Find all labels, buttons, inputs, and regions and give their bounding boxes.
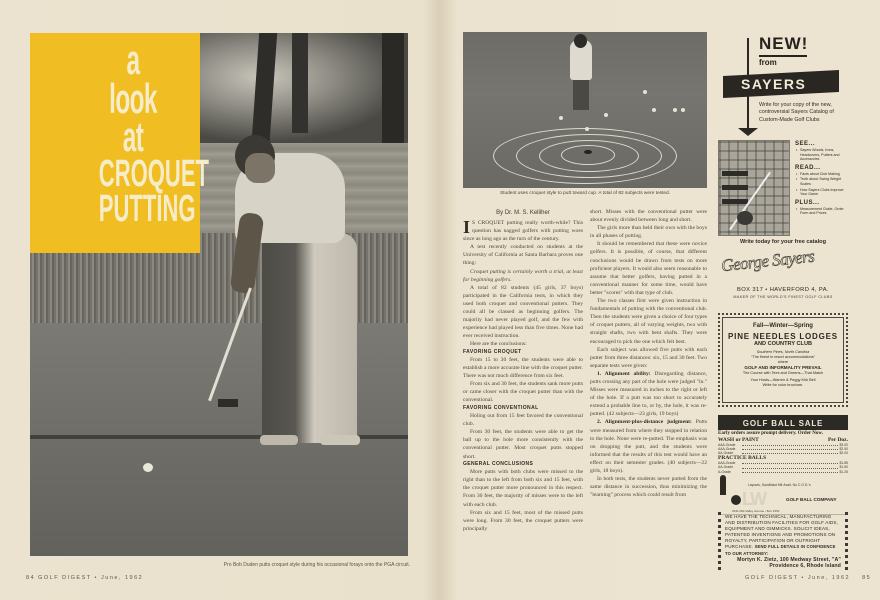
- grade: AAA-Grade: [718, 442, 736, 447]
- folio-text: GOLF DIGEST • June, 1962: [745, 575, 851, 581]
- article-column-2: [590, 208, 707, 499]
- grade: AA-Grade: [718, 450, 734, 455]
- paragraph: From six and 15 feet, most of the missed putts were long. From 30 feet, the croquet putters were principally: [463, 509, 583, 532]
- title-line: look: [109, 74, 157, 122]
- paragraph: [463, 268, 583, 284]
- ad-tagline: MAKER OF THE WORLD'S FINEST GOLF CLUBS: [733, 295, 833, 299]
- list-item: • How Sayers Clubs Improve Your Game: [795, 188, 851, 197]
- ad-text: Write for color brochure.: [762, 383, 804, 387]
- test-label: 1. Alignment ability:: [597, 370, 651, 377]
- label-band: [722, 185, 748, 190]
- golf-ball: [681, 108, 685, 112]
- paragraph: The two classes first were given instruction in fundamentals of putting with the conventional club. Then the students were given a choice of four types of croquet putters, all of varying weights, two with straight shafts, two with bent shafts. They were encouraged to pick the one which felt best.: [590, 298, 707, 345]
- ad-cta: SEND FULL DETAILS IN CONFIDENCE TO OUR ATTORNEY:: [725, 544, 836, 556]
- sayers-ad: [713, 28, 851, 308]
- paragraph-text: S CROQUET putting really worth-while? This question has nagged golfers with putting woes since as long ago as the turn of the century.: [463, 220, 583, 243]
- paragraph: [590, 370, 707, 419]
- ad-cta: Write today for your free catalog: [740, 239, 826, 245]
- paragraph: It should be remembered that these were novice golfers. It is possible, of course, that different conclusions would be drawn from tests on more proficient players. It would also seem reasonable to assume that better golfers, having putted in a conventional manner for some time, would have better "scores" with that type of club.: [590, 241, 707, 296]
- paragraph: short. Misses with the conventional putter were about evenly divided between long and short.: [590, 209, 707, 224]
- ad-text: The Course with Tees and Greens—That Match: [742, 371, 824, 375]
- per-dozen-label: Per Doz.: [827, 436, 848, 443]
- page-folio-left: 84 GOLF DIGEST • June, 1962: [26, 575, 144, 581]
- ad-hosts: Your Hosts—Warren & Peggy Kirk Bell: [750, 378, 816, 382]
- catalog-cover-image: [718, 140, 790, 236]
- pine-needles-ad: [718, 313, 848, 407]
- grade: A-Grade: [718, 469, 731, 474]
- golf-ball: [585, 127, 589, 131]
- paragraph: From 15 to 30 feet, the students were able to establish a more accurate line with the croquet putter. There was not much difference from six feet.: [463, 357, 583, 380]
- price: $2.50: [839, 446, 848, 451]
- ad-body: Write for your copy of the new, controversial Sayers Catalog of Custom-Made Golf Clubs: [759, 102, 834, 123]
- paragraph: More putts with both clubs were missed to the right than to the left from both six and 15 feet, with the croquet putter more pronounced in this respect. From 30 feet, the majority of misses were to the left with each club.: [463, 469, 583, 508]
- list-item: • Truth about Swing Weight Scales: [795, 177, 851, 186]
- ad-from: from: [759, 58, 777, 67]
- section-title: PRACTICE BALLS: [718, 455, 767, 462]
- price: $1.50: [839, 465, 848, 470]
- ad-text: GOLF AND INFORMALITY PREVAIL: [744, 365, 822, 370]
- divider: [759, 55, 807, 57]
- paragraph: In both tests, the students never putted from the same distance in succession, thus minimizing the "learning" process which could result from: [590, 476, 707, 499]
- student-head: [574, 34, 587, 48]
- italic-text: Croquet putting is certainly worth a trial, at least for beginning golfers.: [463, 268, 583, 283]
- ad-location: Southern Pines, North Carolina: [756, 350, 810, 354]
- signature: George Sayers: [720, 246, 816, 276]
- paragraph: Holing out from 15 feet favored the conventional club.: [463, 413, 583, 428]
- golfer-face: [245, 153, 275, 183]
- golfer-figure-icon: [720, 475, 726, 495]
- company-address: 2641 Mid-Valley Avenue • Box 1552: [732, 509, 780, 513]
- list-item: • Sayers Woods, Irons, Headcovers, Putters and Accessories: [795, 148, 851, 162]
- title-line: a: [126, 36, 140, 83]
- golf-ball: [673, 108, 677, 112]
- ad-intro: Early orders assure prompt delivery. Order Now.: [718, 431, 823, 436]
- ad-headline: GOLF BALL SALE: [718, 417, 848, 430]
- ad-season: Fall—Winter—Spring: [753, 323, 813, 329]
- paragraph: From 30 feet, the students were able to get the ball up to the hole more consistently with the conventional putter. Most croquet putts stopped short.: [463, 429, 583, 460]
- ad-quote: "The finest in resort accommodations": [751, 355, 815, 359]
- club-head: [737, 211, 753, 225]
- golf-ball: [559, 116, 563, 120]
- paragraph: [590, 418, 707, 475]
- putter-head: [218, 399, 238, 407]
- grade: AA-Grade: [718, 465, 734, 470]
- photo-caption: Pro Bob Duden putts croquet style during his occasional forays onto the PGA circuit.: [223, 562, 410, 568]
- ad-text: where: [777, 360, 789, 364]
- paragraph: A total of 82 students (45 girls, 37 boys) participated in the California tests, in which they used both croquet and conventional putters. They could all be classed as beginning golfers. The majority had never played golf, and the few with experience had played less than five times. None had ever received instruction.: [463, 284, 583, 340]
- logo-text: LW: [742, 489, 765, 509]
- target-ring: [561, 145, 615, 165]
- price-row: [718, 470, 848, 474]
- subhead: GENERAL CONCLUSIONS: [463, 460, 534, 467]
- company-logo: [730, 491, 780, 507]
- attorney-city: Providence 6, Rhode Island: [769, 562, 841, 569]
- tree-trunk: [292, 33, 308, 133]
- paragraph-text: Putts were measured from where they stopped in relation to the hole. None were re-putted. The emphasis was on dropping the putt, and the students were informed that the results of this test would have an effect on their semester grades. (40 subjects—22 girls, 18 boys).: [590, 419, 707, 474]
- page-folio-right: [745, 575, 871, 581]
- price: $3.00: [839, 442, 848, 447]
- test-label: 2. Alignment-plus-distance judgment:: [597, 419, 692, 426]
- title-line: CROQUET: [98, 152, 209, 195]
- golf-ball: [643, 90, 647, 94]
- paragraph: [463, 219, 583, 243]
- paragraph: Here are the conclusions:: [470, 341, 527, 348]
- byline: By Dr. M. S. Kelliher: [496, 210, 550, 216]
- article-title: [69, 36, 209, 230]
- paragraph: From six and 30 feet, the students sank more putts or came closer with the croquet putter than with the conventional.: [463, 381, 583, 404]
- student-putting-photo: [463, 32, 707, 188]
- list-heading: PLUS...: [795, 199, 820, 206]
- paragraph: Each subject was allowed five putts with each putter from three distances: six, 15 and 30 feet. Two separate tests were given:: [590, 346, 707, 369]
- golf-ball-icon: [731, 495, 741, 505]
- article-column-1: [463, 219, 583, 533]
- golfer-shoe: [320, 435, 360, 445]
- golfer-pants: [262, 233, 357, 443]
- cup-hole: [584, 150, 592, 154]
- golf-ball: [143, 463, 153, 472]
- catalog-contents: [795, 138, 851, 216]
- list-heading: READ...: [795, 164, 821, 171]
- attorney-name: Mortyn K. Zietz, 100 Medway Street, "A": [737, 556, 841, 563]
- title-line: at: [122, 113, 144, 161]
- student-legs: [573, 78, 589, 110]
- list-item: • Facts about Club Making: [795, 172, 851, 177]
- golf-ball: [652, 108, 656, 112]
- golf-ball: [604, 113, 608, 117]
- list-heading: SEE...: [795, 141, 816, 147]
- golf-ball-sale-ad: [718, 415, 848, 515]
- arrow-down-icon: [738, 128, 758, 136]
- ad-body: WE HAVE THE TECHNICAL, MANUFACTURING AND DISTRIBUTION FACILITIES FOR GOLF AIDS, EQUIPMENT AND GIMMICKS. SOLICIT IDEAS, PATENTED INVENTIONS AND PROMOTIONS ON ROYALTY, PARTICIPATION OR OUTRIGHT PURCHASE.: [725, 514, 838, 550]
- paragraph-text: Disregarding distance, putts crossing any part of the hole were judged "in." Misses were measured in inches to the right or left of the hole. If a putt was too short to accurately extend a probable line to, or by, the hole, it was re-putted. (42 subjects—23 girls, 19 boys): [590, 370, 707, 418]
- drop-cap: I: [463, 217, 471, 237]
- photo-caption: Student uses croquet style to putt toward cup. A total of 82 subjects were tested.: [499, 191, 671, 196]
- title-line: PUTTING: [98, 187, 196, 230]
- company-name: GOLF BALL COMPANY: [786, 497, 837, 502]
- ad-subname: AND COUNTRY CLUB: [753, 341, 813, 347]
- brand-name: SAYERS: [741, 76, 807, 92]
- price: $1.25: [839, 469, 848, 474]
- ad-name: PINE NEEDLES LODGES: [728, 332, 838, 341]
- article-title-block: [30, 33, 209, 253]
- subhead: FAVORING CROQUET: [463, 348, 522, 355]
- ad-headline: NEW!: [759, 34, 809, 53]
- paragraph: The girls more than held their own with the boys in all phases of putting.: [590, 225, 707, 240]
- golfer-shoe: [260, 435, 298, 445]
- label-band: [722, 199, 748, 204]
- price: $2.00: [839, 450, 848, 455]
- page-number: 85: [862, 575, 872, 581]
- inventions-ad: [718, 512, 848, 570]
- section-title: WASH or PAINT: [718, 436, 759, 443]
- ad-address: BOX 317 • HAVERFORD 4, PA.: [736, 287, 830, 293]
- list-item: • Measurement Guide, Order Form and Prices: [795, 207, 851, 216]
- grade: AAA-Grade: [718, 446, 736, 451]
- ad-note: Layouts, Sandblast Mfr Avail. No C.O.D.'s: [748, 483, 811, 487]
- price: $1.85: [839, 461, 848, 466]
- paragraph: A test recently conducted on students at the University of California at Santa Barbara proves one thing:: [463, 244, 583, 267]
- subhead: FAVORING CONVENTIONAL: [463, 404, 539, 411]
- grade: AAA-Grade: [718, 461, 736, 466]
- label-band: [722, 171, 748, 176]
